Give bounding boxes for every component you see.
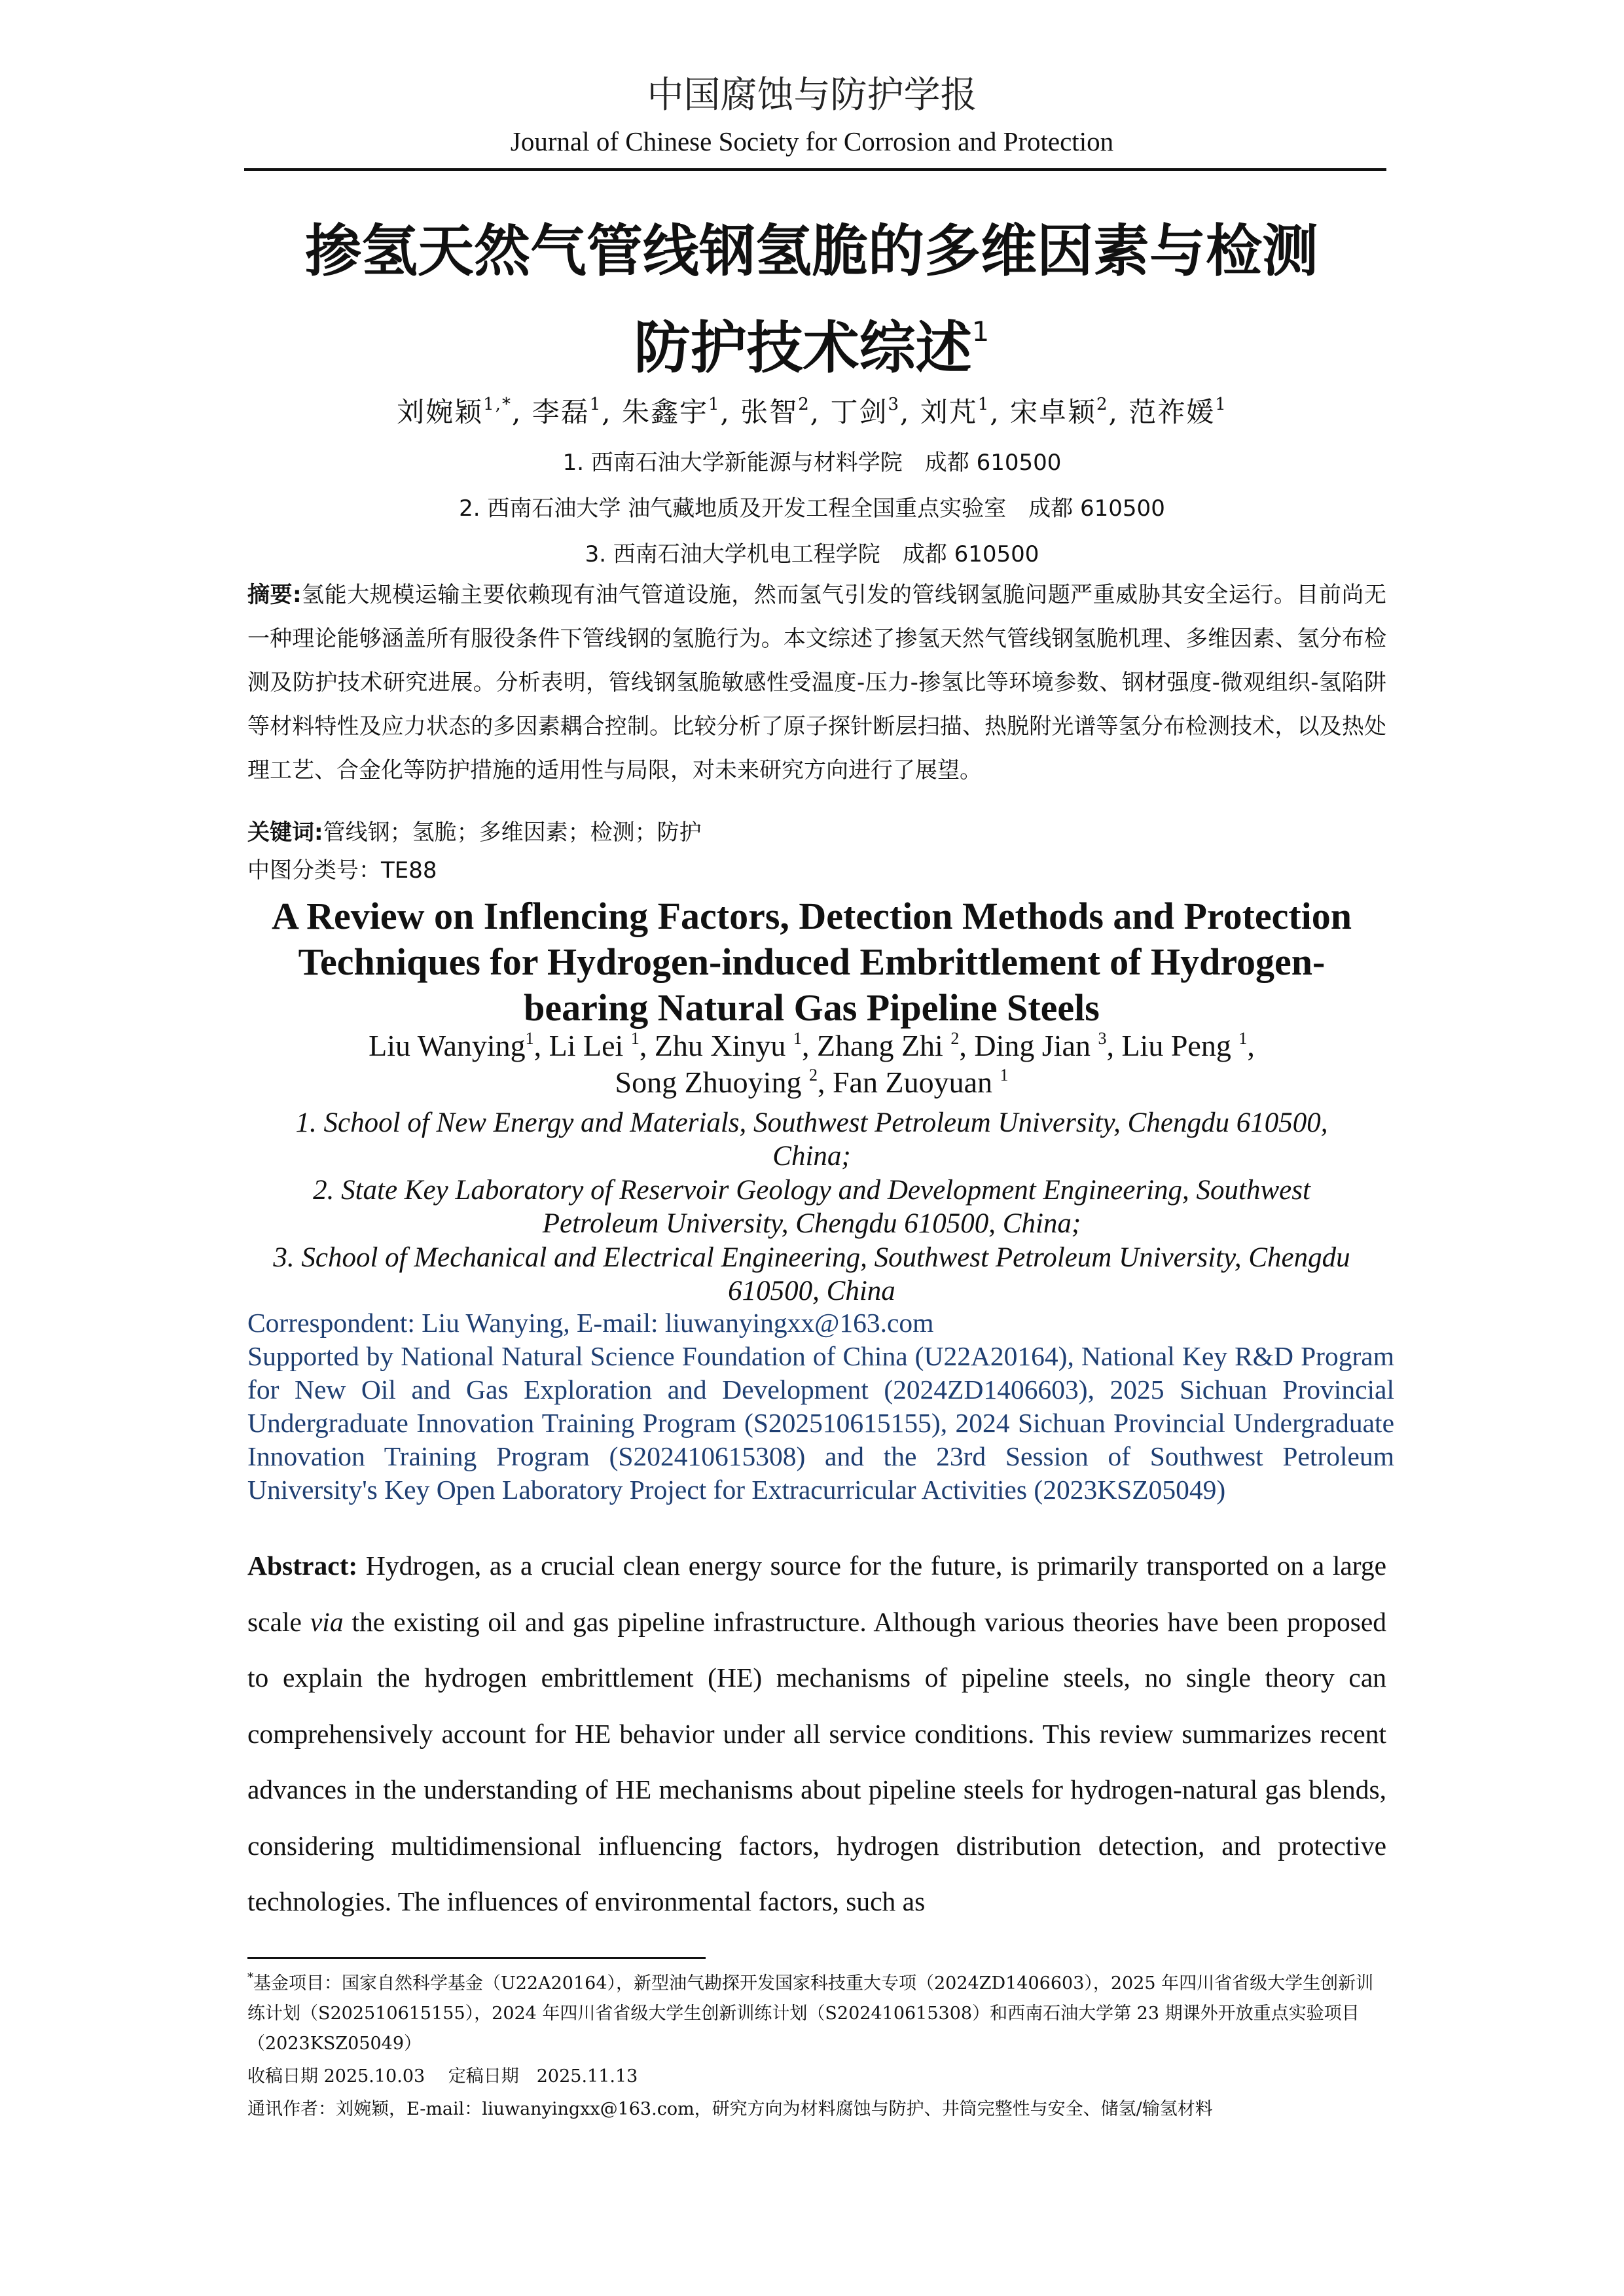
abstract-cn [247, 573, 1386, 793]
author-en: Fan Zuoyuan $^1$ [832, 1066, 1009, 1099]
title-note-mark: 1 [971, 315, 990, 348]
footnote-author: 通讯作者：刘婉颖，E-mail：liuwanyingxx@163.com，研究方向为材料腐蚀与防护、井筒完整性与安全、储氢/输氢材料 [247, 2099, 1213, 2119]
author-cn: 刘婉颖$^{1,*}$ [397, 395, 512, 428]
author-cn: 丁剑$^3$ [830, 395, 901, 428]
title-cn [216, 203, 1407, 397]
title-cn-line2-text: 防护技术综述 [634, 315, 972, 381]
affiliation-en-1: 1. School of New Energy and Materials, Southwest Petroleum University, Chengdu 610500, China; [295, 1107, 1328, 1172]
abstract-en: Abstract: Hydrogen, as a crucial clean energy source for the future, is primarily transported on a large scale via the existing oil and gas pipeline infrastructure. Although various theories have been proposed to explain the hydrogen embrittlement (HE) mechanisms of pipeline steels, no single theory can comprehensively account for HE behavior under all service conditions. This review summarizes recent advances in the understanding of HE mechanisms about pipeline steels for hydrogen-natural gas blends, considering multidimensional influencing factors, hydrogen distribution detection, and protective technologies. The influences of environmental factors, such as [247, 1551, 1387, 1916]
affiliation-en-3: 3. School of Mechanical and Electrical Engineering, Southwest Petroleum University, Chengdu 610500, China [273, 1242, 1350, 1306]
keywords-cn-text: 管线钢；氢脆；多维因素；检测；防护 [323, 819, 702, 846]
abstract-cn-text: 氢能大规模运输主要依赖现有油气管道设施，然而氢气引发的管线钢氢脆问题严重威胁其安全运行。目前尚无一种理论能够涵盖所有服役条件下管线钢的氢脆行为。本文综述了掺氢天然气管线钢氢脆机理、多维因素、氢分布检测及防护技术研究进展。分析表明，管线钢氢脆敏感性受温度-压力-掺氢比等环境参数、钢材强度-微观组织-氢陷阱等材料特性及应力状态的多因素耦合控制。比较分析了原子探针断层扫描、热脱附光谱等氢分布检测技术，以及热处理工艺、合金化等防护措施的适用性与局限，对未来研究方向进行了展望。 [247, 582, 1386, 783]
journal-name-cn: 中国腐蚀与防护学报 [647, 75, 977, 116]
title-cn-line2 [216, 300, 1407, 397]
abstract-cn-label: 摘要: [247, 582, 302, 608]
author-en: Ding Jian $^3$ [974, 1029, 1107, 1062]
abstract-en-label: Abstract: [247, 1551, 358, 1581]
header-rule [244, 168, 1386, 171]
clc-value: TE88 [381, 857, 437, 884]
authors-cn: 刘婉颖$^{1,*}$, 李磊$^1$, 朱鑫宇$^1$, 张智$^2$, 丁剑$^3$, 刘芃$^1$, 宋卓颖$^2$, 范祚媛$^1$ [397, 395, 1227, 428]
author-cn: 范祚媛$^1$ [1128, 395, 1227, 428]
keywords-cn [247, 814, 1386, 851]
title-en: A Review on Inflencing Factors, Detection Methods and Protection Techniques for Hydrogen-induced Embrittlement of Hydrogen-bearing Natural Gas Pipeline Steels [271, 895, 1352, 1029]
footnote-dates: 收稿日期 2025.10.03 定稿日期 2025.11.13 [247, 2066, 638, 2087]
title-cn-line1: 掺氢天然气管线钢氢脆的多维因素与检测 [305, 219, 1318, 284]
clc-label: 中图分类号： [247, 857, 381, 884]
journal-name-en: Journal of Chinese Society for Corrosion and Protection [510, 126, 1114, 156]
author-en: Liu Wanying$^1$ [369, 1029, 534, 1062]
correspondent-en: Correspondent: Liu Wanying, E-mail: liuwanyingxx@163.com [247, 1308, 934, 1338]
author-cn: 张智$^2$ [740, 395, 810, 428]
affiliation-cn-1: 1. 西南石油大学新能源与材料学院 成都 610500 [562, 450, 1062, 476]
author-cn: 宋卓颖$^2$ [1010, 395, 1109, 428]
author-en: Song Zhuoying $^2$ [615, 1066, 818, 1099]
supported-by: Supported by National Natural Science Foundation of China (U22A20164), National Key R&D Program for New Oil and Gas Exploration and Development (2024ZD1406603), 2025 Sichuan Provincial Undergraduate Innovation Training Program (S202510615155), 2024 Sichuan Provincial Undergraduate Innovation Training Program (S202410615308) and the 23rd Session of Southwest Petroleum University's Key Open Laboratory Project for Extracurricular Activities (2023KSZ05049) [247, 1341, 1394, 1505]
footnote-fund: *基金项目：国家自然科学基金（U22A20164），新型油气勘探开发国家科技重大专项（2024ZD1406603），2025 年四川省省级大学生创新训练计划（S202510615155），2024 年四川省省级大学生创新训练计划（S202410615308）和西南石油大学第 23 期课外开放重点实验项目（2023KSZ05049） [247, 1971, 1374, 2054]
affiliation-cn-2: 2. 西南石油大学 油气藏地质及开发工程全国重点实验室 成都 610500 [459, 495, 1165, 522]
footnote-fund-mark: * [247, 1971, 253, 1984]
author-cn: 朱鑫宇$^1$ [621, 395, 721, 428]
author-en: Li Lei $^1$ [549, 1029, 640, 1062]
affiliation-cn-3: 3. 西南石油大学机电工程学院 成都 610500 [585, 541, 1039, 567]
clc-number [247, 852, 1386, 889]
author-cn: 李磊$^1$ [532, 395, 602, 428]
author-en: Zhang Zhi $^2$ [816, 1029, 960, 1062]
keywords-cn-label: 关键词: [247, 819, 323, 846]
author-cn: 刘芃$^1$ [920, 395, 990, 428]
footnote-rule [247, 1957, 706, 1959]
author-en: Liu Peng $^1$ [1121, 1029, 1248, 1062]
author-en: Zhu Xinyu $^1$ [654, 1029, 802, 1062]
authors-en: Liu Wanying$^1$, Li Lei $^1$, Zhu Xinyu $^1$, Zhang Zhi $^2$, Ding Jian $^3$, Liu Peng $^1$, Song Zhuoying $^2$, Fan Zuoyuan $^1$ [369, 1029, 1255, 1099]
affiliation-en-2: 2. State Key Laboratory of Reservoir Geology and Development Engineering, Southwest Petroleum University, Chengdu 610500, China; [313, 1175, 1310, 1239]
